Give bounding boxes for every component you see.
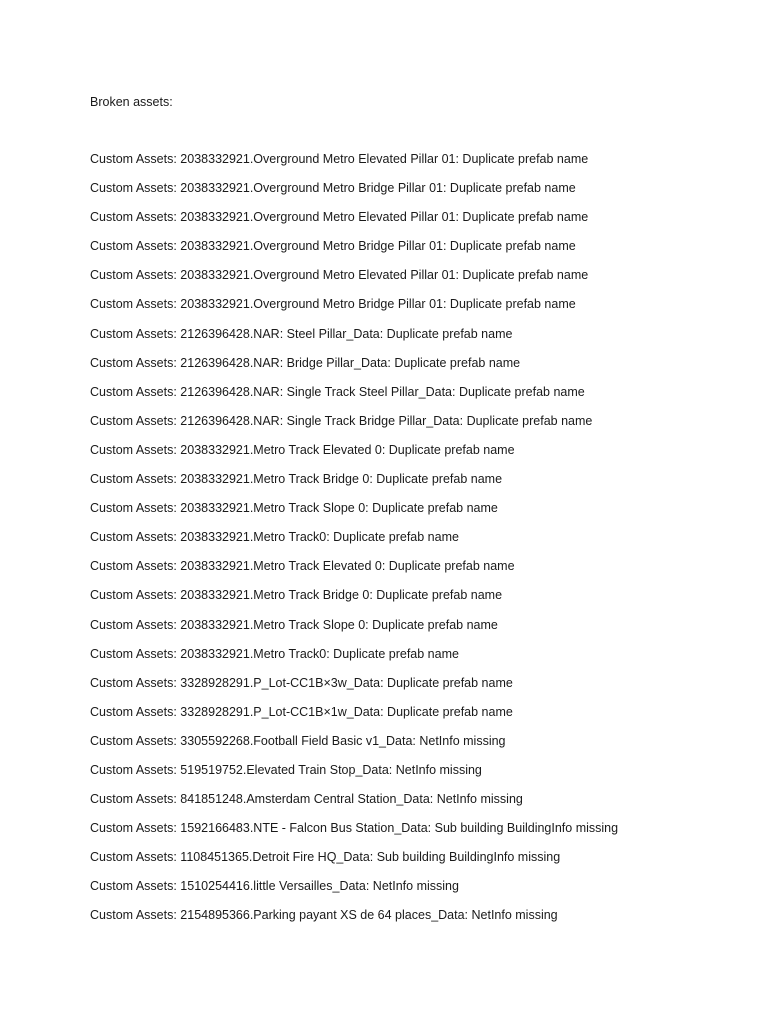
list-item: Custom Assets: 2038332921.Metro Track Elevated 0: Duplicate prefab name bbox=[90, 442, 515, 457]
list-item: Custom Assets: 2038332921.Overground Metro Bridge Pillar 01: Duplicate prefab name bbox=[90, 181, 576, 196]
list-item: Custom Assets: 2038332921.Metro Track Elevated 0: Duplicate prefab name bbox=[90, 559, 515, 574]
list-item: Custom Assets: 841851248.Amsterdam Central Station_Data: NetInfo missing bbox=[90, 792, 523, 807]
list-item: Custom Assets: 2038332921.Overground Metro Elevated Pillar 01: Duplicate prefab name bbox=[90, 268, 589, 283]
list-item: Custom Assets: 3328928291.P_Lot-CC1B×3w_Data: Duplicate prefab name bbox=[90, 675, 513, 690]
list-item: Custom Assets: 2038332921.Metro Track Bridge 0: Duplicate prefab name bbox=[90, 472, 503, 487]
list-item: Custom Assets: 2126396428.NAR: Steel Pillar_Data: Duplicate prefab name bbox=[90, 326, 513, 341]
list-item: Custom Assets: 1510254416.little Versailles_Data: NetInfo missing bbox=[90, 879, 459, 894]
list-item: Custom Assets: 2154895366.Parking payant XS de 64 places_Data: NetInfo missing bbox=[90, 908, 558, 923]
broken-assets-list bbox=[90, 150, 618, 936]
list-item: Custom Assets: 2038332921.Metro Track Bridge 0: Duplicate prefab name bbox=[90, 588, 503, 603]
list-item: Custom Assets: 3305592268.Football Field Basic v1_Data: NetInfo missing bbox=[90, 733, 506, 748]
page-heading: Broken assets: bbox=[90, 95, 173, 109]
list-item: Custom Assets: 2038332921.Metro Track Slope 0: Duplicate prefab name bbox=[90, 617, 498, 632]
list-item: Custom Assets: 2038332921.Metro Track0: Duplicate prefab name bbox=[90, 646, 459, 661]
list-item: Custom Assets: 2038332921.Overground Metro Elevated Pillar 01: Duplicate prefab name bbox=[90, 152, 589, 166]
list-item: Custom Assets: 2038332921.Metro Track0: Duplicate prefab name bbox=[90, 530, 459, 545]
list-item: Custom Assets: 2126396428.NAR: Single Track Bridge Pillar_Data: Duplicate prefab name bbox=[90, 413, 593, 428]
list-item: Custom Assets: 1592166483.NTE - Falcon Bus Station_Data: Sub building BuildingInfo missing bbox=[90, 821, 619, 836]
list-item: Custom Assets: 2126396428.NAR: Single Track Steel Pillar_Data: Duplicate prefab name bbox=[90, 384, 585, 399]
list-item: Custom Assets: 2038332921.Overground Metro Bridge Pillar 01: Duplicate prefab name bbox=[90, 239, 576, 254]
list-item: Custom Assets: 519519752.Elevated Train Stop_Data: NetInfo missing bbox=[90, 762, 482, 777]
list-item: Custom Assets: 2038332921.Overground Metro Elevated Pillar 01: Duplicate prefab name bbox=[90, 210, 589, 225]
list-item: Custom Assets: 2038332921.Metro Track Slope 0: Duplicate prefab name bbox=[90, 501, 498, 516]
list-item: Custom Assets: 2126396428.NAR: Bridge Pillar_Data: Duplicate prefab name bbox=[90, 355, 521, 370]
list-item: Custom Assets: 3328928291.P_Lot-CC1B×1w_Data: Duplicate prefab name bbox=[90, 704, 513, 719]
list-item: Custom Assets: 1108451365.Detroit Fire HQ_Data: Sub building BuildingInfo missing bbox=[90, 850, 561, 865]
list-item: Custom Assets: 2038332921.Overground Metro Bridge Pillar 01: Duplicate prefab name bbox=[90, 297, 576, 312]
